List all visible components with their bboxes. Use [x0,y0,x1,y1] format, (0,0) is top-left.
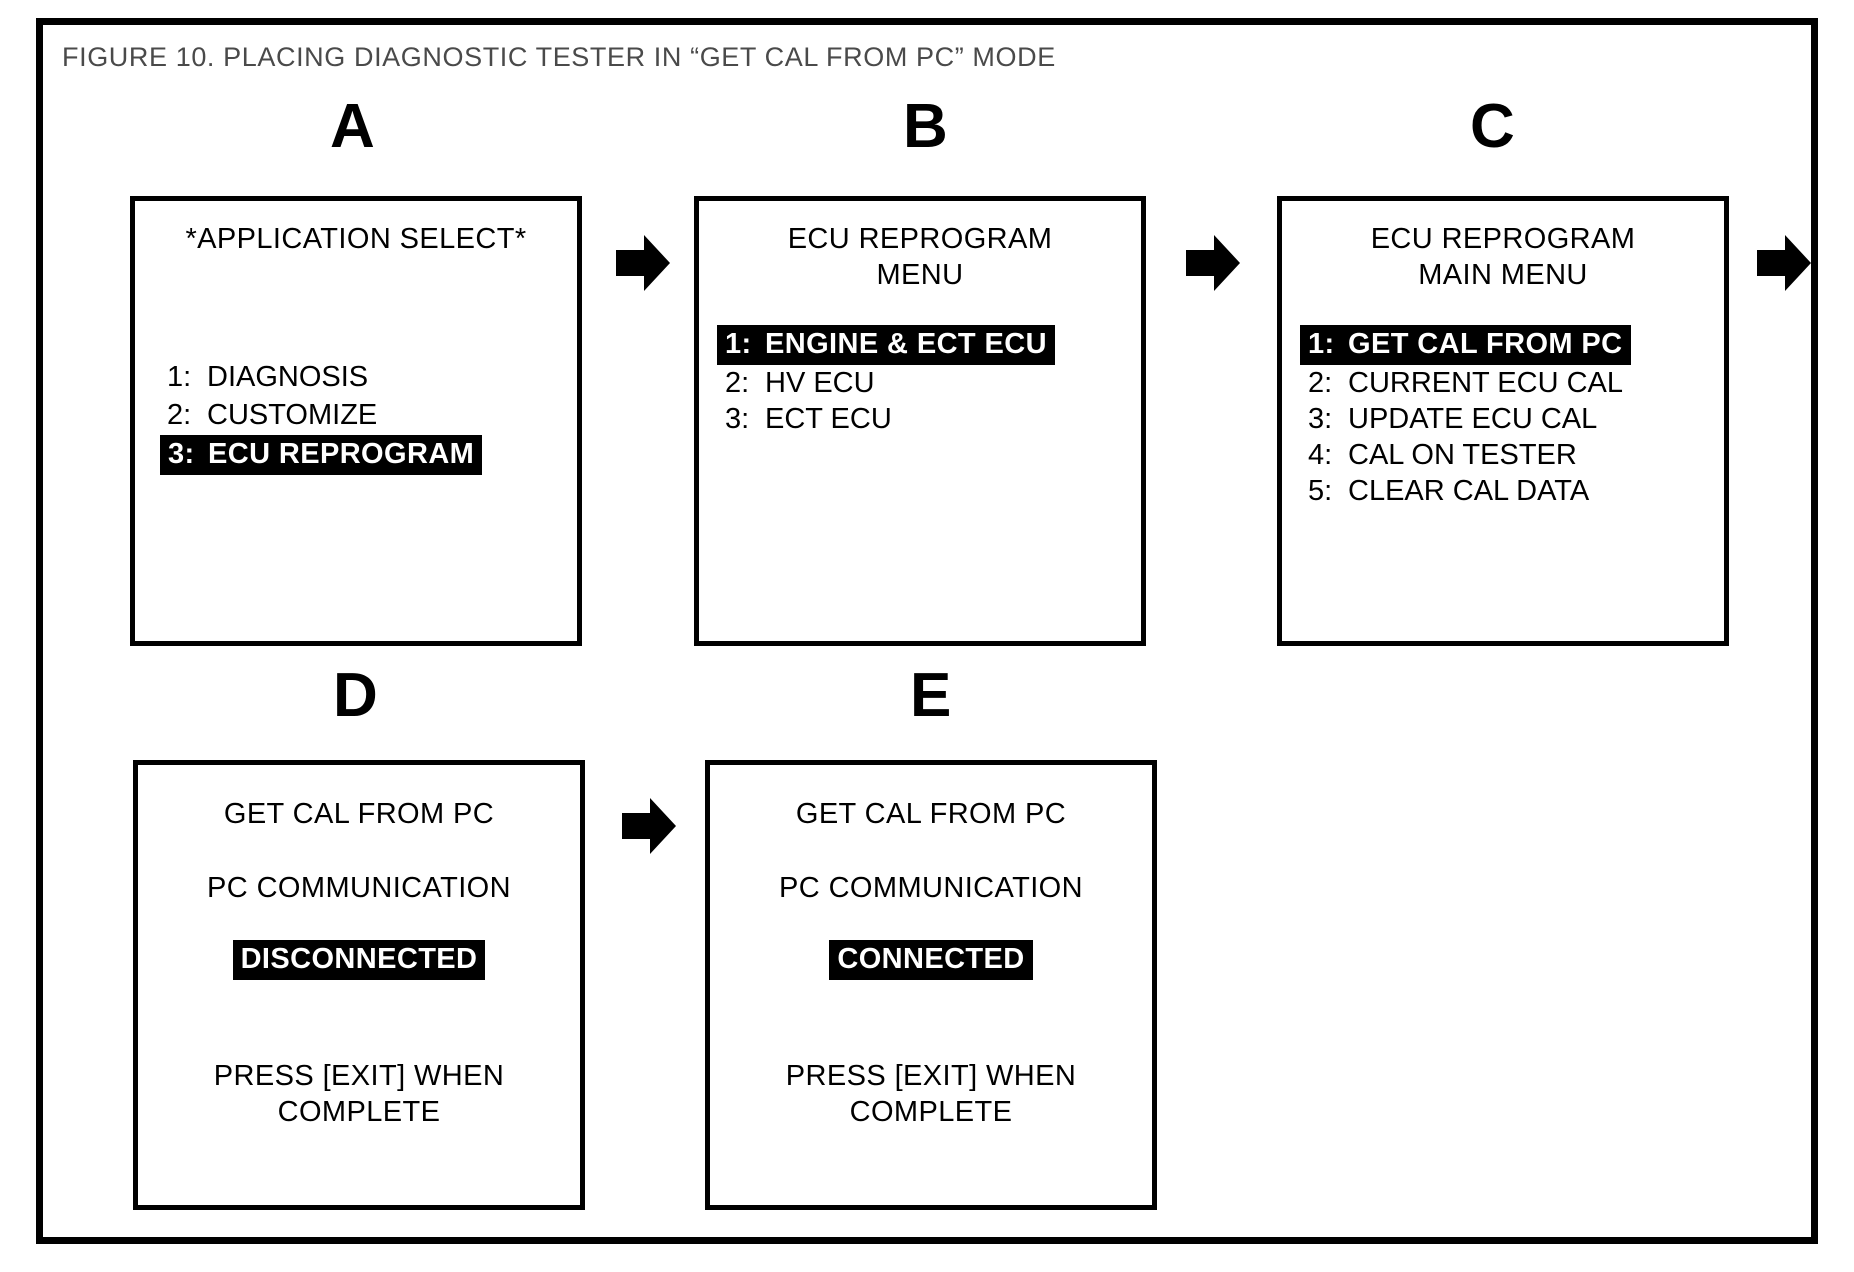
menu-item-a-3-number: 3: [168,438,195,470]
menu-item-c-5[interactable] [1308,475,1589,508]
screen-d [133,760,585,1210]
menu-item-a-1-label: DIAGNOSIS [207,361,369,393]
menu-item-a-2-label: CUSTOMIZE [207,399,378,431]
menu-item-c-4[interactable] [1308,439,1577,472]
screen-a [130,196,582,646]
screen-b-title-line2: MENU [876,259,964,291]
menu-item-b-3-number: 3: [725,403,750,435]
menu-item-b-2-label: HV ECU [765,367,875,399]
menu-item-a-2[interactable] [167,399,377,432]
menu-item-c-1-number: 1: [1308,328,1335,360]
menu-item-b-1-highlight [717,325,1055,365]
arrow-right-icon-b-to-c [1184,232,1242,294]
menu-item-a-1-number: 1: [167,361,192,393]
menu-item-b-3[interactable] [725,403,892,436]
screen-e-status [710,940,1152,980]
figure-title: FIGURE 10. PLACING DIAGNOSTIC TESTER IN “GET CAL FROM PC” MODE [62,42,1056,72]
menu-item-b-1-number: 1: [725,328,752,360]
screen-e-line-1: GET CAL FROM PC [795,798,1067,830]
screen-d-line-1: GET CAL FROM PC [223,798,495,830]
screen-b-title-line1: ECU REPROGRAM [787,223,1053,255]
arrow-right-icon-d-to-e [620,795,678,857]
screen-e-line-2: PC COMMUNICATION [779,872,1083,904]
menu-item-b-1-label: ENGINE & ECT ECU [765,328,1047,360]
screen-c [1277,196,1729,646]
screen-d-line-5: COMPLETE [277,1096,441,1128]
menu-item-c-1[interactable] [1300,325,1631,365]
status-badge-disconnected: DISCONNECTED [233,940,486,980]
panel-letter-a: A [330,92,375,161]
menu-item-a-1[interactable] [167,361,368,394]
panel-letter-d: D [333,661,378,730]
menu-item-a-3[interactable] [160,435,482,475]
menu-item-a-2-number: 2: [167,399,192,431]
menu-item-c-1-highlight [1300,325,1631,365]
screen-c-title-line1: ECU REPROGRAM [1370,223,1636,255]
screen-d-line-2: PC COMMUNICATION [207,872,511,904]
status-badge-connected: CONNECTED [829,940,1032,980]
menu-item-c-2-label: CURRENT ECU CAL [1348,367,1624,399]
screen-c-title-line2: MAIN MENU [1418,259,1588,291]
panel-letter-e: E [910,661,952,730]
menu-item-c-5-number: 5: [1308,475,1333,507]
screen-d-line-4: PRESS [EXIT] WHEN [213,1060,505,1092]
panel-letter-c: C [1470,92,1515,161]
menu-item-c-3-number: 3: [1308,403,1333,435]
menu-item-b-1[interactable] [717,325,1055,365]
screen-e [705,760,1157,1210]
menu-item-b-2-number: 2: [725,367,750,399]
menu-item-b-3-label: ECT ECU [765,403,892,435]
screen-d-status [138,940,580,980]
screen-e-line-4: PRESS [EXIT] WHEN [785,1060,1077,1092]
menu-item-a-3-label: ECU REPROGRAM [208,438,475,470]
menu-item-c-1-label: GET CAL FROM PC [1348,328,1623,360]
screen-a-title: *APPLICATION SELECT* [185,223,527,255]
panel-letter-b: B [903,92,948,161]
menu-item-b-2[interactable] [725,367,875,400]
menu-item-c-2[interactable] [1308,367,1623,400]
screen-e-line-5: COMPLETE [849,1096,1013,1128]
arrow-right-icon-c-to-d [1755,232,1813,294]
menu-item-c-4-number: 4: [1308,439,1333,471]
screen-b [694,196,1146,646]
menu-item-c-5-label: CLEAR CAL DATA [1348,475,1590,507]
menu-item-a-3-highlight [160,435,482,475]
menu-item-c-3-label: UPDATE ECU CAL [1348,403,1598,435]
menu-item-c-3[interactable] [1308,403,1597,436]
menu-item-c-2-number: 2: [1308,367,1333,399]
arrow-right-icon-a-to-b [614,232,672,294]
menu-item-c-4-label: CAL ON TESTER [1348,439,1577,471]
